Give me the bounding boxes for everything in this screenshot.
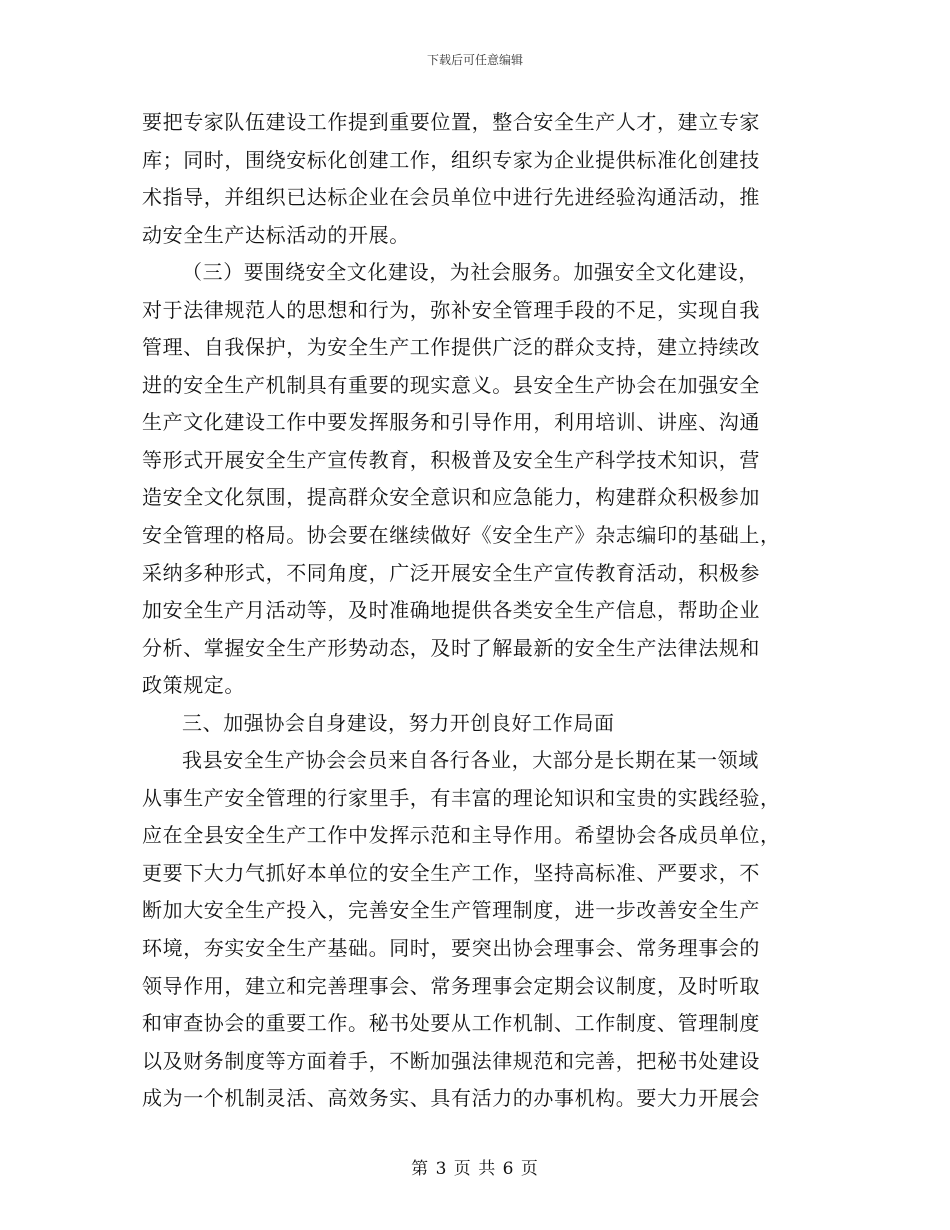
text-line: 三、加强协会自身建设，努力开创良好工作局面 — [182, 710, 615, 735]
text-line: 进的安全生产机制具有重要的现实意义。县安全生产协会在加强安全 — [142, 372, 760, 397]
text-line: 安全管理的格局。协会要在继续做好《安全生产》杂志编印的基础上， — [142, 523, 781, 548]
text-line: 库；同时，围绕安标化创建工作，组织专家为企业提供标准化创建技 — [142, 147, 760, 172]
text-line: 造安全文化氛围，提高群众安全意识和应急能力，构建群众积极参加 — [142, 485, 760, 510]
text-line: 从事生产安全管理的行家里手，有丰富的理论知识和宝贵的实践经验， — [142, 785, 781, 810]
text-line: 生产文化建设工作中要发挥服务和引导作用，利用培训、讲座、沟通 — [142, 410, 760, 435]
text-line: 应在全县安全生产工作中发挥示范和主导作用。希望协会各成员单位， — [142, 823, 781, 848]
text-line: 分析、掌握安全生产形势动态，及时了解最新的安全生产法律法规和 — [142, 635, 760, 660]
text-line: 以及财务制度等方面着手，不断加强法律规范和完善，把秘书处建设 — [142, 1048, 760, 1073]
text-line: 动安全生产达标活动的开展。 — [142, 222, 410, 247]
text-line: 领导作用，建立和完善理事会、常务理事会定期会议制度，及时听取 — [142, 973, 760, 998]
text-line: 术指导，并组织已达标企业在会员单位中进行先进经验沟通活动，推 — [142, 185, 760, 210]
text-line: 我县安全生产协会会员来自各行各业，大部分是长期在某一领域 — [182, 748, 759, 773]
text-line: 等形式开展安全生产宣传教育，积极普及安全生产科学技术知识，营 — [142, 447, 760, 472]
text-line: （三）要围绕安全文化建设，为社会服务。加强安全文化建设， — [182, 260, 759, 285]
text-line: 和审查协会的重要工作。秘书处要从工作机制、工作制度、管理制度 — [142, 1011, 760, 1036]
page-header: 下载后可任意编辑 — [426, 53, 523, 67]
text-line: 要把专家队伍建设工作提到重要位置，整合安全生产人才，建立专家 — [142, 110, 760, 134]
text-line: 管理、自我保护，为安全生产工作提供广泛的群众支持，建立持续改 — [142, 335, 760, 360]
text-line: 对于法律规范人的思想和行为，弥补安全管理手段的不足，实现自我 — [142, 297, 760, 322]
text-line: 加安全生产月活动等，及时准确地提供各类安全生产信息，帮助企业 — [142, 598, 760, 623]
text-line: 断加大安全生产投入，完善安全生产管理制度，进一步改善安全生产 — [142, 898, 760, 923]
document-body — [142, 104, 822, 1118]
text-line: 政策规定。 — [142, 673, 245, 698]
text-line: 更要下大力气抓好本单位的安全生产工作，坚持高标准、严要求，不 — [142, 860, 760, 885]
text-line: 成为一个机制灵活、高效务实、具有活力的办事机构。要大力开展会 — [142, 1086, 760, 1111]
text-line: 环境，夯实安全生产基础。同时，要突出协会理事会、常务理事会的 — [142, 936, 760, 961]
page-number-footer: 第 3 页 共 6 页 — [411, 1159, 539, 1179]
text-line: 采纳多种形式，不同角度，广泛开展安全生产宣传教育活动，积极参 — [142, 560, 760, 585]
